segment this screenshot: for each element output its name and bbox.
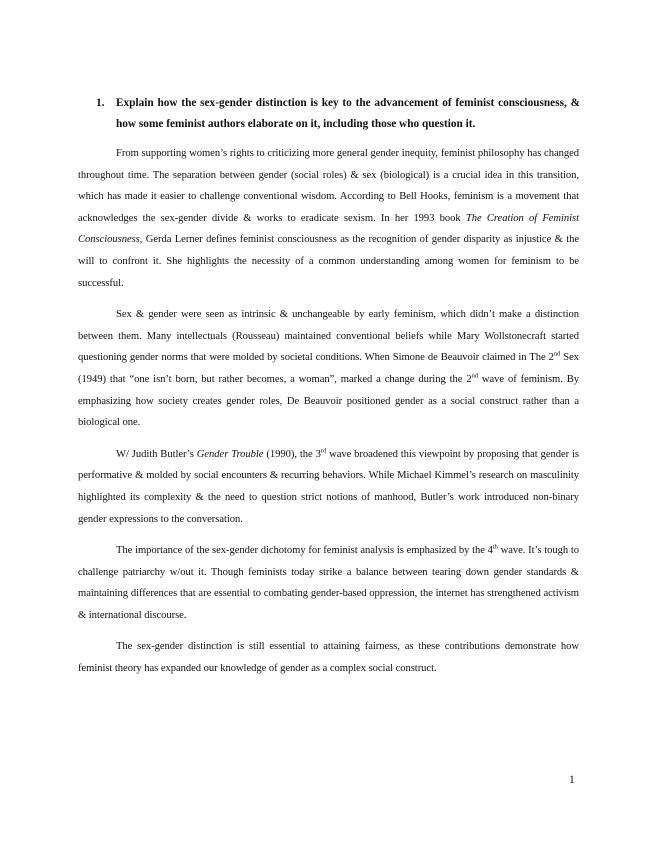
question-heading [96,93,580,135]
question-number: 1. [96,97,105,109]
paragraph-4: The importance of the sex-gender dichotomy for feminist analysis is emphasized by the 4th wave. It’s tough to challenge patriarchy w/out it. Though feminists today strike a balance between tearing down gender standards & maintaining differences that are essential to combating gender-based oppression, the internet has strengthened activism & international discourse. [78,543,579,621]
essay-body [78,143,579,690]
ordinal-superscript: th [492,543,498,551]
question-text: Explain how the sex-gender distinction is key to the advancement of feminist consciousness, & how some feminist authors elaborate on it, including those who question it. [116,97,580,130]
paragraph-5: The sex-gender distinction is still essential to attaining fairness, as these contributions demonstrate how feminist theory has expanded our knowledge of gender as a complex social construct. [78,641,579,675]
paragraph-2: Sex & gender were seen as intrinsic & unchangeable by early feminism, which didn’t make a distinction between them. Many intellectuals (Rousseau) maintained conventional beliefs while Mary Wollstonecraft started questioning gender norms that were molded by societal conditions. When Simone de Beauvoir claimed in The 2nd Sex (1949) that “one isn’t born, but rather becomes, a woman”, marked a change during the 2nd wave of feminism. By emphasizing how society creates gender roles, De Beauvoir positioned gender as a social construct rather than a biological one. [78,309,580,429]
book-title: The Creation of Feminist Consciousness [78,212,579,246]
ordinal-superscript: nd [553,350,561,358]
paragraph-1: From supporting women’s rights to criticizing more general gender inequity, feminist philosophy has changed throughout time. The separation between gender (social roles) & sex (biological) is a crucial idea in this transition, which has made it easier to challenge conventional wisdom. According to Bell Hooks, feminism is a movement that acknowledges the sex-gender divide & works to eradicate sexism. In her 1993 book The Creation of Feminist Consciousness, Gerda Lerner defines feminist consciousness as the recognition of gender disparity as injustice & the will to confront it. She highlights the necessity of a common understanding among women for feminism to be successful. [78,148,579,289]
page-number: 1 [569,774,575,786]
book-title: Gender Trouble [196,448,264,460]
paragraph-3: W/ Judith Butler’s Gender Trouble (1990), the 3rd wave broadened this viewpoint by proposing that gender is performative & molded by social encounters & recurring behaviors. While Michael Kimmel’s research on masculinity highlighted its complexity & the need to question strict notions of manhood, Butler’s work introduced non-binary gender expressions to the conversation. [78,447,580,525]
ordinal-superscript: nd [471,372,478,380]
ordinal-superscript: rd [320,447,327,455]
